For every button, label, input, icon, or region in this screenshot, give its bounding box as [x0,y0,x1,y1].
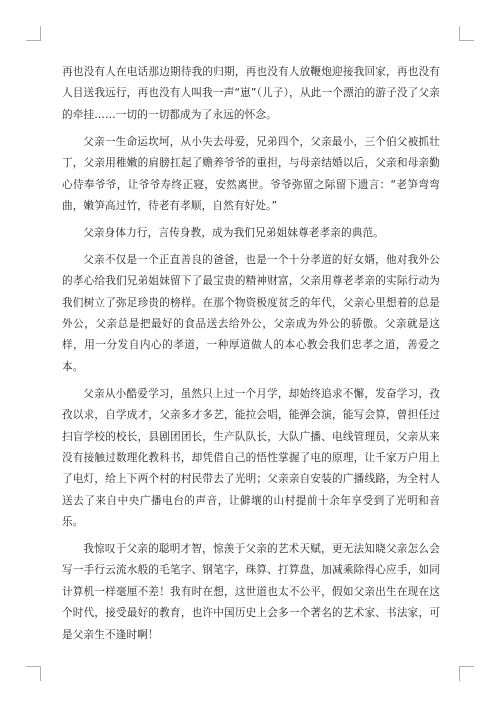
document-body [62,62,440,652]
paragraph-3: 父亲身体力行，言传身教，成为我们兄弟姐妹尊老孝亲的典范。 [83,226,385,239]
page-corner-mark-bottom-right [459,666,474,681]
paragraph-1: 再也没有人在电话那边期待我的归期，再也没有人放鞭炮迎接我回家，再也没有人目送我远行，再也没有人叫我一声“崽”（儿子），从此一个漂泊的游子没了父亲的牵挂……一切的一切都成为了永远的怀念。 [62,66,440,121]
page-corner-mark-bottom-left [26,666,41,681]
page-corner-mark-top-right [459,26,474,41]
paragraph-4: 父亲不仅是一个正直善良的爸爸，也是一个十分孝道的好女婿，他对我外公的孝心给我们兄弟姐妹留下了最宝贵的精神财富，父亲用尊老孝亲的实际行动为我们树立了弥足珍贵的榜样。在那个物资极度贫乏的年代，父亲心里想着的总是外公，父亲总是把最好的食品送去给外公，父亲成为外公的骄傲。父亲就是这样，用一分发自内心的孝道，一种厚道做人的本心教会我们忠孝之道，善爱之本。 [62,253,440,373]
paragraph-5: 父亲从小酷爱学习，虽然只上过一个月学，却始终追求不懈，发奋学习，孜孜以求，自学成才，父亲多才多艺，能拉会唱，能弹会演，能写会算，曾担任过扫盲学校的校长，县剧团团长，生产队队长，大队广播、电线管理员，父亲从来没有接触过数理化教科书，却凭借自己的悟性掌握了电的原理，让千家万户用上了电灯，给上下两个村的村民带去了光明；父亲亲自安装的广播线路，为全村人送去了来自中央广播电台的声音，让僻壤的山村提前十余年享受到了光明和音乐。 [62,387,440,529]
paragraph-6: 我惊叹于父亲的聪明才智，惊羡于父亲的艺术天赋，更无法知晓父亲怎么会写一手行云流水般的毛笔字、钢笔字，珠算、打算盘，加减乘除得心应手，如同计算机一样毫厘不差！我有时在想，这世道也太不公平，假如父亲出生在现在这个时代，接受最好的教育，也许中国历史上会多一个著名的艺术家、书法家，可是父亲生不逢时啊！ [62,543,440,641]
paragraph-2: 父亲一生命运坎坷，从小失去母爱，兄弟四个，父亲最小，三个伯父被抓壮丁，父亲用稚嫩的肩膀扛起了赡养爷爷的重担，与母亲结婚以后，父亲和母亲勤心侍奉爷爷，让爷爷寿终正寝，安然离世。爷爷弥留之际留下遗言：“老笋弯弯曲，嫩笋高过竹，待老有孝顺，自然有好处。” [62,135,440,212]
page-corner-mark-top-left [26,26,41,41]
